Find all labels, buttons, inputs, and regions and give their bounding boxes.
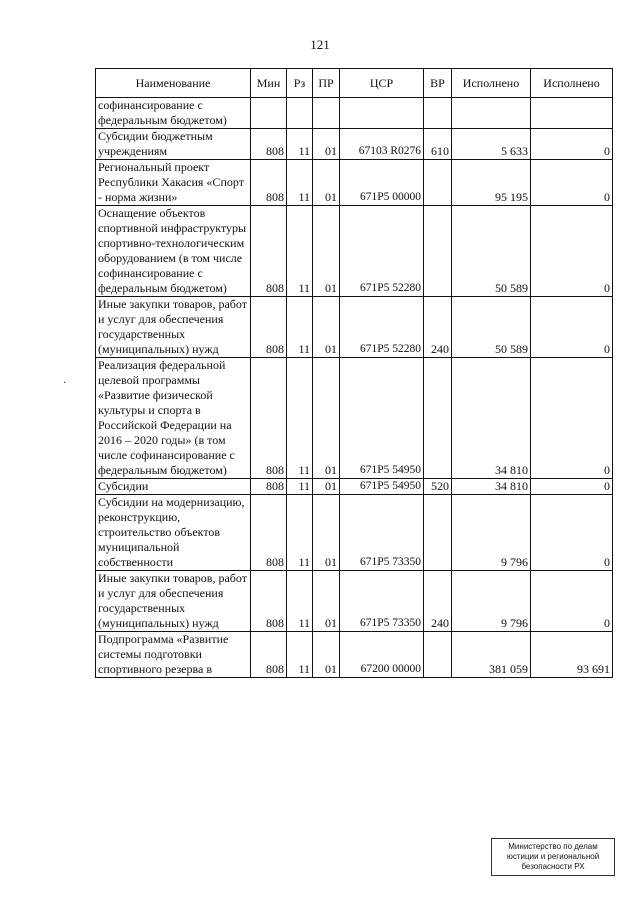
cell-csr: 67200 00000 <box>340 632 424 678</box>
cell-pr: 01 <box>313 160 340 206</box>
cell-executed-1: 5 633 <box>452 129 531 160</box>
table-row <box>96 206 613 297</box>
cell-vr <box>424 206 452 297</box>
header-executed-1: Исполнено <box>452 69 531 98</box>
cell-csr: 67103 R0276 <box>340 129 424 160</box>
cell-executed-2: 0 <box>531 206 613 297</box>
cell-executed-1: 50 589 <box>452 206 531 297</box>
cell-min: 808 <box>251 479 287 495</box>
cell-rz <box>287 98 313 129</box>
page-number: 121 <box>310 37 330 52</box>
cell-executed-2: 0 <box>531 297 613 358</box>
cell-min: 808 <box>251 358 287 479</box>
cell-name: Иные закупки товаров, работ и услуг для обеспечения государственных (муниципальных) нужд <box>96 571 251 632</box>
cell-vr <box>424 358 452 479</box>
cell-executed-1: 9 796 <box>452 571 531 632</box>
table-row <box>96 129 613 160</box>
cell-pr: 01 <box>313 129 340 160</box>
cell-csr: 671P5 54950 <box>340 358 424 479</box>
header-csr: ЦСР <box>340 69 424 98</box>
cell-executed-1: 9 796 <box>452 495 531 571</box>
cell-name: Субсидии <box>96 479 251 495</box>
budget-table <box>95 68 613 678</box>
cell-executed-1: 381 059 <box>452 632 531 678</box>
cell-pr: 01 <box>313 632 340 678</box>
cell-min: 808 <box>251 632 287 678</box>
cell-name: Оснащение объектов спортивной инфраструктуры спортивно-технологическим оборудованием (в том числе софинансирование с федеральным бюджетом) <box>96 206 251 297</box>
cell-executed-1: 34 810 <box>452 358 531 479</box>
cell-executed-1: 95 195 <box>452 160 531 206</box>
cell-csr <box>340 98 424 129</box>
cell-name: Субсидии на модернизацию, реконструкцию, строительство объектов муниципальной собственности <box>96 495 251 571</box>
cell-executed-1: 34 810 <box>452 479 531 495</box>
cell-pr: 01 <box>313 358 340 479</box>
table-row <box>96 571 613 632</box>
table-row <box>96 479 613 495</box>
cell-vr: 240 <box>424 571 452 632</box>
cell-rz: 11 <box>287 632 313 678</box>
cell-name: Региональный проект Республики Хакасия «Спорт - норма жизни» <box>96 160 251 206</box>
stamp-line: юстиции и региональной <box>506 852 600 861</box>
cell-name: софинансирование с федеральным бюджетом) <box>96 98 251 129</box>
cell-name: Субсидии бюджетным учреждениям <box>96 129 251 160</box>
cell-pr: 01 <box>313 571 340 632</box>
header-name: Наименование <box>96 69 251 98</box>
cell-executed-2 <box>531 98 613 129</box>
cell-rz: 11 <box>287 358 313 479</box>
cell-vr: 240 <box>424 297 452 358</box>
cell-csr: 671P5 73350 <box>340 495 424 571</box>
cell-min: 808 <box>251 495 287 571</box>
table-row <box>96 98 613 129</box>
cell-name: Подпрограмма «Развитие системы подготовки спортивного резерва в <box>96 632 251 678</box>
cell-min <box>251 98 287 129</box>
cell-csr: 671P5 00000 <box>340 160 424 206</box>
header-executed-2: Исполнено <box>531 69 613 98</box>
cell-executed-2: 0 <box>531 129 613 160</box>
cell-vr <box>424 98 452 129</box>
cell-name: Реализация федеральной целевой программы «Развитие физической культуры и спорта в Российской Федерации на 2016 – 2020 годы» (в том числе софинансирование с федеральным бюджетом) <box>96 358 251 479</box>
cell-min: 808 <box>251 297 287 358</box>
cell-csr: 671P5 54950 <box>340 479 424 495</box>
cell-rz: 11 <box>287 495 313 571</box>
cell-min: 808 <box>251 206 287 297</box>
margin-mark: · <box>63 378 67 389</box>
table-row <box>96 632 613 678</box>
cell-min: 808 <box>251 571 287 632</box>
cell-csr: 671P5 52280 <box>340 206 424 297</box>
cell-executed-2: 0 <box>531 358 613 479</box>
cell-rz: 11 <box>287 479 313 495</box>
header-vr: ВР <box>424 69 452 98</box>
header-pr: ПР <box>313 69 340 98</box>
cell-rz: 11 <box>287 160 313 206</box>
cell-vr <box>424 632 452 678</box>
cell-name: Иные закупки товаров, работ и услуг для обеспечения государственных (муниципальных) нужд <box>96 297 251 358</box>
cell-rz: 11 <box>287 206 313 297</box>
cell-csr: 671P5 52280 <box>340 297 424 358</box>
cell-executed-1 <box>452 98 531 129</box>
table-row <box>96 495 613 571</box>
cell-pr: 01 <box>313 297 340 358</box>
table-header-row <box>96 69 613 98</box>
table-row <box>96 160 613 206</box>
cell-rz: 11 <box>287 571 313 632</box>
header-rz: Рз <box>287 69 313 98</box>
header-min: Мин <box>251 69 287 98</box>
cell-executed-2: 0 <box>531 160 613 206</box>
cell-executed-2: 93 691 <box>531 632 613 678</box>
cell-min: 808 <box>251 129 287 160</box>
cell-pr <box>313 98 340 129</box>
stamp-line: Министерство по делам <box>508 842 598 851</box>
cell-executed-1: 50 589 <box>452 297 531 358</box>
cell-rz: 11 <box>287 297 313 358</box>
cell-vr <box>424 495 452 571</box>
cell-pr: 01 <box>313 479 340 495</box>
cell-executed-2: 0 <box>531 479 613 495</box>
cell-pr: 01 <box>313 495 340 571</box>
table-row <box>96 297 613 358</box>
cell-csr: 671P5 73350 <box>340 571 424 632</box>
stamp-line: безопасности РХ <box>521 862 585 871</box>
cell-pr: 01 <box>313 206 340 297</box>
cell-vr <box>424 160 452 206</box>
table-row <box>96 358 613 479</box>
cell-vr: 520 <box>424 479 452 495</box>
cell-vr: 610 <box>424 129 452 160</box>
cell-rz: 11 <box>287 129 313 160</box>
cell-executed-2: 0 <box>531 495 613 571</box>
cell-min: 808 <box>251 160 287 206</box>
cell-executed-2: 0 <box>531 571 613 632</box>
ministry-stamp <box>491 838 615 876</box>
